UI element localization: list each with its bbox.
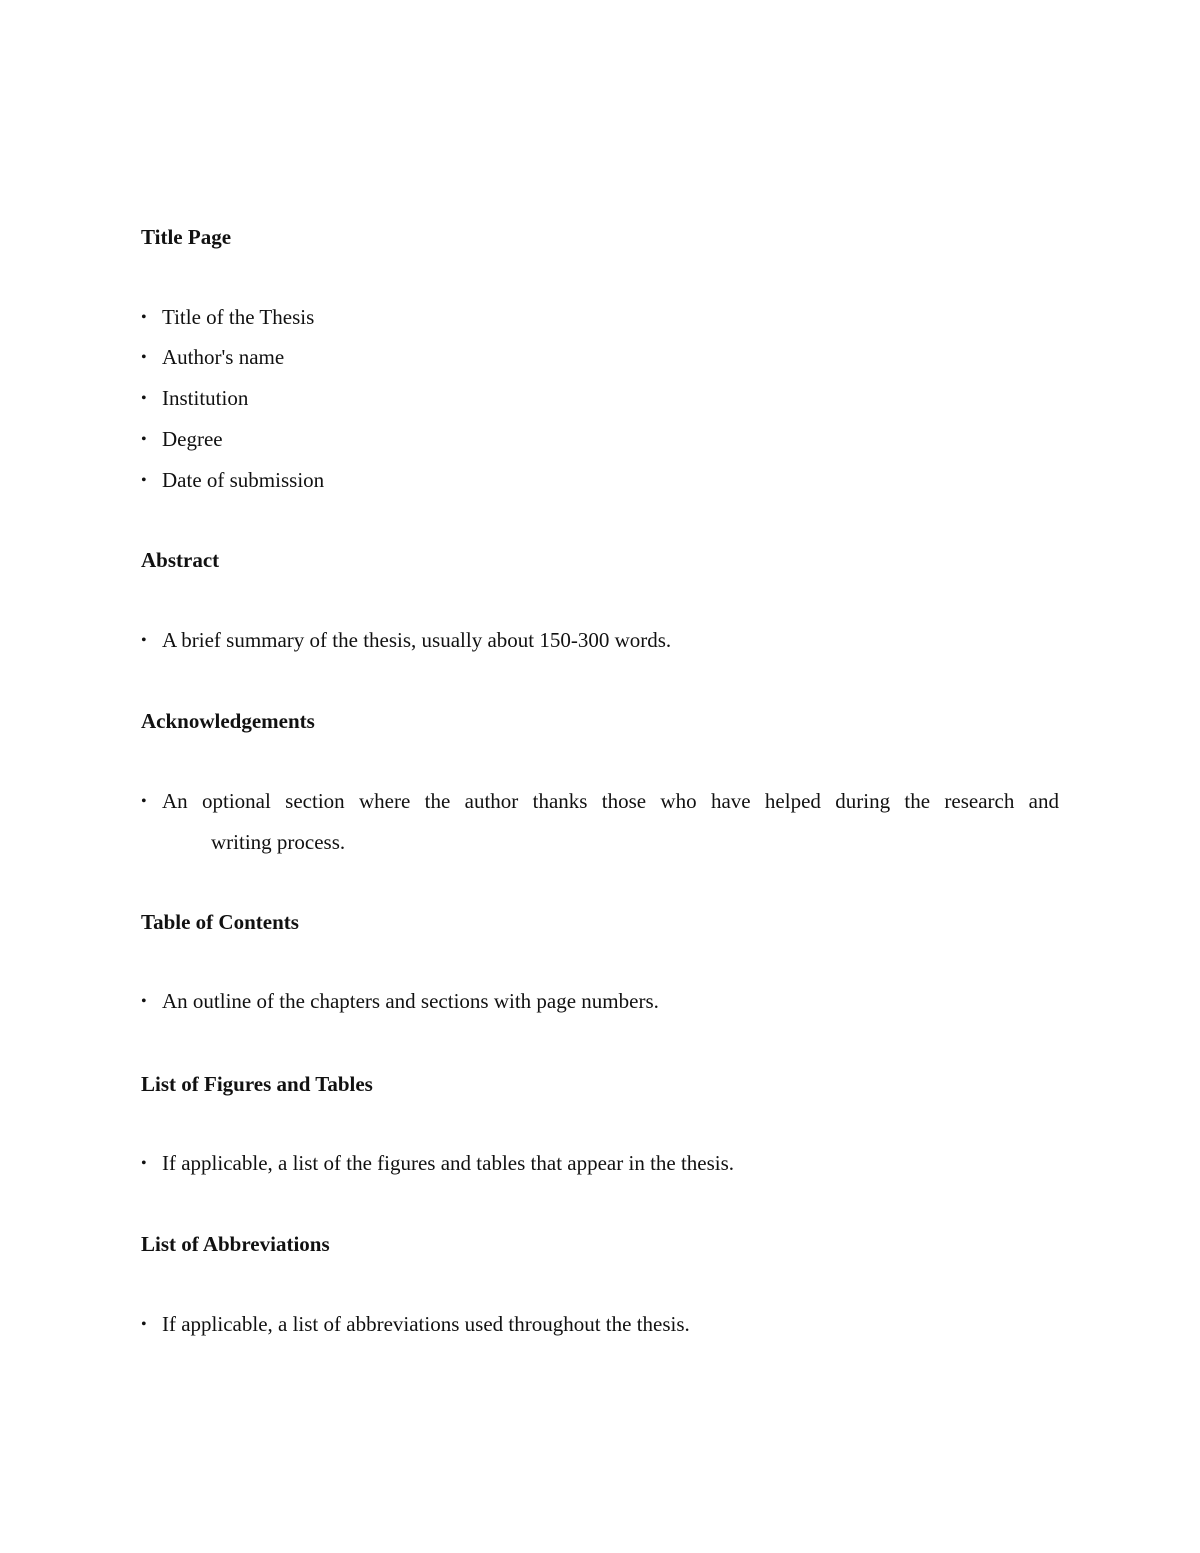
bullet-icon: •: [141, 1316, 147, 1333]
bullet-icon: •: [141, 793, 147, 810]
section-heading-abstract: Abstract: [141, 548, 220, 572]
list-item: • Author's name: [141, 345, 285, 369]
list-item: • Title of the Thesis: [141, 305, 315, 329]
bullet-icon: •: [141, 993, 147, 1010]
bullet-icon: •: [141, 472, 147, 489]
bullet-icon: •: [141, 349, 147, 366]
section-heading-list-of-figures: List of Figures and Tables: [141, 1072, 373, 1096]
list-item: • If applicable, a list of the figures and tables that appear in the thesis.: [141, 1151, 735, 1175]
bullet-icon: •: [141, 431, 147, 448]
list-item: • Degree: [141, 427, 223, 451]
list-item: • An optional section where the author thanks those who have helped during the research and writing process.: [141, 781, 1059, 862]
section-heading-title-page: Title Page: [141, 225, 232, 249]
bullet-icon: •: [141, 390, 147, 407]
section-heading-acknowledgements: Acknowledgements: [141, 709, 315, 733]
bullet-icon: •: [141, 1155, 147, 1172]
bullet-icon: •: [141, 632, 147, 649]
list-item: • Institution: [141, 386, 249, 410]
list-item: • An outline of the chapters and sections with page numbers.: [141, 989, 659, 1013]
list-item: • Date of submission: [141, 468, 325, 492]
section-heading-table-of-contents: Table of Contents: [141, 910, 299, 934]
section-heading-list-of-abbreviations: List of Abbreviations: [141, 1232, 330, 1256]
list-item: • If applicable, a list of abbreviations used throughout the thesis.: [141, 1312, 690, 1336]
bullet-icon: •: [141, 309, 147, 326]
list-item: • A brief summary of the thesis, usually about 150-300 words.: [141, 628, 672, 652]
